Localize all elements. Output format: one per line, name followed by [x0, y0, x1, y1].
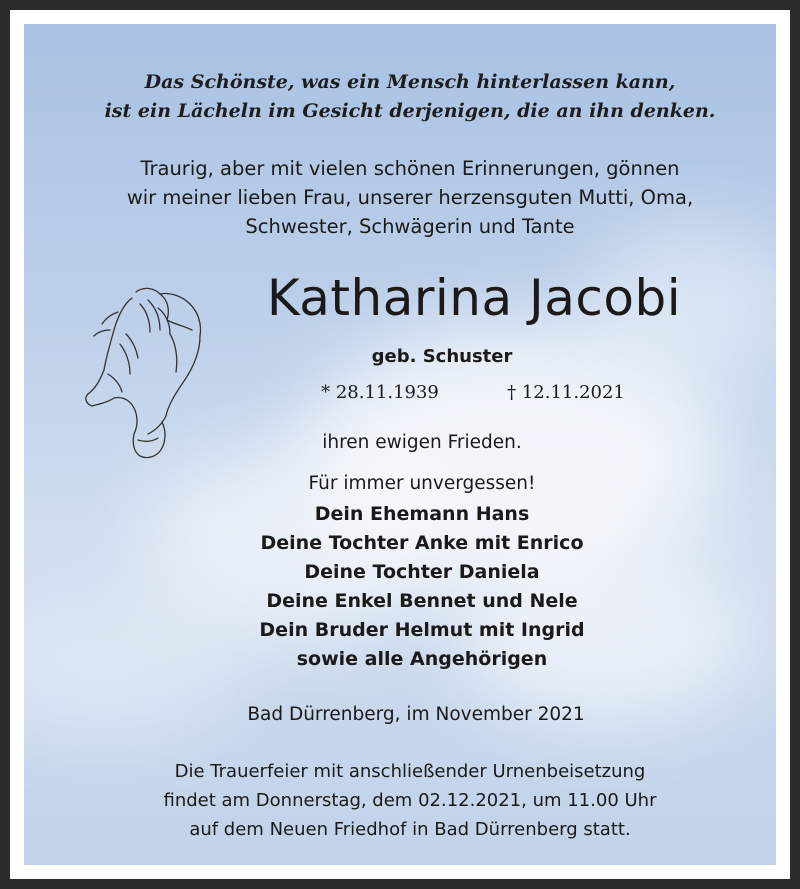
quote-line-2: ist ein Lächeln im Gesicht derjenigen, die an ihn denken.	[104, 100, 716, 122]
ceremony-line-2: findet am Donnerstag, dem 02.12.2021, um 11.00 Uhr	[163, 790, 657, 811]
birth-date: * 28.11.1939	[321, 382, 439, 403]
mourner-line: Dein Bruder Helmut mit Ingrid	[259, 619, 585, 641]
obituary-content	[24, 24, 776, 865]
mourner-line: Dein Ehemann Hans	[314, 503, 530, 525]
place-date: Bad Dürrenberg, im November 2021	[247, 704, 585, 725]
mourner-line: Deine Tochter Daniela	[304, 561, 540, 583]
mourner-line: Deine Enkel Bennet und Nele	[266, 590, 578, 612]
intro-line-3: Schwester, Schwägerin und Tante	[245, 215, 575, 238]
intro-line-2: wir meiner lieben Frau, unserer herzensguten Mutti, Oma,	[126, 186, 694, 209]
farewell-line: Für immer unvergessen!	[308, 473, 536, 494]
peace-line: ihren ewigen Frieden.	[322, 432, 522, 453]
mourner-line: Deine Tochter Anke mit Enrico	[260, 532, 584, 554]
intro-line-1: Traurig, aber mit vielen schönen Erinnerungen, gönnen	[140, 157, 680, 180]
ceremony-line-1: Die Trauerfeier mit anschließender Urnenbeisetzung	[174, 761, 646, 782]
deceased-name: Katharina Jacobi	[266, 269, 682, 327]
quote-line-1: Das Schönste, was ein Mensch hinterlassen kann,	[144, 71, 676, 93]
mourner-line: sowie alle Angehörigen	[296, 648, 548, 670]
ceremony-line-3: auf dem Neuen Friedhof in Bad Dürrenberg statt.	[189, 819, 631, 840]
death-date: † 12.11.2021	[507, 382, 625, 403]
sky-background	[24, 24, 776, 865]
maiden-name: geb. Schuster	[371, 346, 513, 367]
